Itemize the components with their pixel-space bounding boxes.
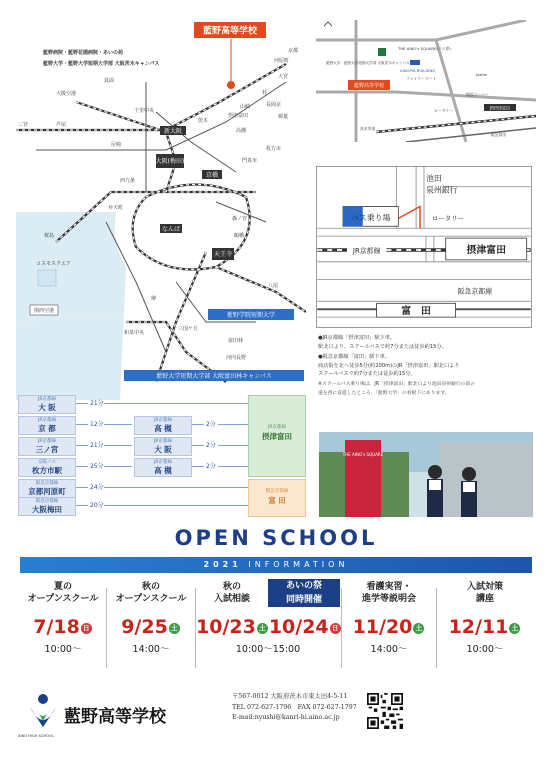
travel-minutes: 20分 (90, 502, 104, 509)
weekday-badge: 土 (169, 623, 180, 634)
weekday-badge: 土 (257, 623, 268, 634)
route-line (76, 445, 88, 446)
event-date-value: 11/20 (352, 616, 413, 638)
event-time: 14:00〜 (370, 644, 408, 655)
from-umeda (18, 497, 76, 516)
travel-minutes: 12分 (90, 421, 104, 428)
note-bus (318, 381, 536, 398)
station-senri: 千里中央 (134, 108, 155, 114)
area-aino-building: AINOPIA BUILDING (400, 68, 436, 73)
event-date-value: 10/24 (268, 616, 329, 638)
access-time-table (18, 395, 306, 515)
station-yao: 八尾 (268, 283, 279, 289)
weekday-badge: 日 (81, 623, 92, 634)
email-link[interactable]: E-mail:nyushi@kanri-hi.aino.ac.jp (232, 714, 340, 721)
note-hankyu (318, 353, 536, 379)
festival-title-line: 同時開催 (268, 593, 340, 607)
station-kawaramachi: 河原町 (274, 58, 290, 64)
station-kawachinagano: 河内長野 (226, 355, 247, 361)
station-tsuruhashi: 鶴橋 (234, 233, 245, 239)
mid-osaka (134, 437, 192, 456)
route-line (104, 466, 132, 467)
route-line (218, 424, 248, 425)
area-settsutonda: JR摂津富田 (490, 105, 510, 111)
mid-takatsuki (134, 416, 192, 435)
area-school: 藍野高等学校 (353, 83, 385, 89)
event-title (342, 580, 436, 606)
station-mikunigaoka: 三国ケ丘 (178, 326, 199, 332)
bus-stop-label: バス乗り場 (350, 213, 391, 223)
route-line (192, 466, 204, 467)
school-photo (319, 432, 533, 517)
station-kuzuha: 樟葉 (278, 114, 289, 120)
event-title-row (196, 580, 340, 606)
travel-minutes: 25分 (90, 463, 104, 470)
from-line: JR京都線 (38, 397, 56, 402)
event-title (20, 580, 106, 606)
station-sakai: 堺 (151, 296, 157, 302)
note-text: 道を西に直進したところ、「藍野大学」の看板下にあります。 (318, 390, 450, 396)
station-kyobashi: 京橋 (205, 172, 219, 179)
note-text: ※スクールバス乗り場は、JR「摂津富田」駅北口より池田泉州銀行の前の (318, 381, 476, 387)
area-family: ファミリーマート (406, 76, 437, 81)
area-square: THE AINO's SQUARE(バス停) (398, 46, 451, 51)
area-route: 茨木市道 (360, 126, 376, 131)
route-line (218, 466, 248, 467)
event-title (196, 580, 268, 606)
tel-fax: TEL 072-627-1796 FAX 072-627-1797 (232, 703, 357, 711)
from-station: 枚方市駅 (32, 466, 62, 475)
note-text: スクールバスで約7分または徒歩約15分。 (318, 371, 416, 378)
mid-station: 高 槻 (154, 466, 172, 475)
note-text: 商店街を北へ徒歩5分(約200m)のJR「摂津富田」駅北口より (318, 362, 460, 369)
route-line (76, 424, 88, 425)
travel-minutes: 2分 (206, 463, 216, 470)
from-hirakata (18, 458, 76, 477)
event-title-line: オープンスクール (115, 594, 187, 604)
area-campus: 藍野大学・藍野大学短期大学部 大阪茨木キャンパス (326, 61, 410, 65)
station-amagasaki: 尼崎 (111, 142, 122, 148)
area-joshin: Joshin (476, 72, 488, 77)
dest-line: JR京都線 (268, 425, 286, 430)
route-line (104, 445, 132, 446)
station-ibaraki: 茨木 (198, 118, 209, 124)
logo-caption: AINO HIGH SCHOOL (18, 734, 54, 738)
area-map (316, 20, 536, 142)
travel-minutes: 2分 (206, 421, 216, 428)
travel-minutes: 2分 (206, 442, 216, 449)
event-date (342, 616, 436, 638)
event-time: 10:00〜15:00 (235, 644, 301, 655)
route-line (192, 445, 204, 446)
access-notes (318, 334, 536, 400)
dest-station: 富 田 (268, 496, 286, 505)
campus-bottom1: 藍野学院短期大学 (226, 312, 276, 319)
from-station: 大阪梅田 (32, 505, 62, 514)
station-sakurajima: 桜島 (44, 233, 55, 239)
tonda-label: 富 田 (401, 306, 431, 318)
note-text: ●阪急京都線「富田」駅下車。 (318, 354, 390, 361)
dest-tonda (248, 479, 306, 517)
station-kanku: 関西空港 (33, 308, 55, 314)
station-yamazaki: 山崎 (240, 104, 251, 110)
station-morinomiya: 森ノ宮 (232, 216, 248, 222)
qr-code-icon[interactable] (367, 693, 403, 729)
event-title-line: 進学等説明会 (361, 594, 416, 604)
info-band (20, 557, 532, 573)
station-takatsuki: 高槻 (236, 128, 247, 134)
mid-station: 高 槻 (154, 424, 172, 433)
station-kadoma: 門真市 (242, 158, 258, 164)
from-kawaramachi (18, 479, 76, 498)
area-rotary: ロータリー (434, 108, 453, 113)
open-school-title: OPEN SCHOOL (174, 526, 378, 550)
from-kyoto (18, 416, 76, 435)
weekday-badge: 土 (413, 623, 424, 634)
event-date-value: 10/23 (196, 616, 256, 638)
event-date (196, 616, 340, 638)
station-omiya: 大宮 (278, 74, 289, 80)
bank-line1: 池田 (425, 173, 442, 183)
school-name: 藍野高等学校 (64, 707, 166, 727)
area-tonda: 阪急富田 (491, 132, 507, 137)
walk-route (398, 207, 420, 229)
route-map (16, 22, 306, 400)
school-badge: 藍野高等学校 (202, 26, 258, 37)
station-hirakata: 枚方市 (266, 146, 282, 152)
route-line (192, 424, 204, 425)
event-title-line: 秋の (141, 582, 160, 592)
travel-minutes: 21分 (90, 400, 104, 407)
event-title-line: 入試相談 (213, 594, 250, 604)
weekday-badge: 土 (509, 623, 520, 634)
rotary-label: ロータリー (431, 214, 464, 223)
station-ashiya: 芦屋 (56, 122, 67, 128)
event-title (437, 580, 533, 606)
station-nishikujo: 西九条 (120, 178, 136, 184)
dest-station: 摂津富田 (262, 432, 292, 441)
route-line (76, 505, 88, 506)
dest-settsutonda (248, 395, 306, 477)
event-date-value: 7/18 (33, 616, 80, 638)
from-line: JR京都線 (38, 439, 56, 444)
from-station: 京都河原町 (28, 487, 66, 496)
mid-line: JR京都線 (154, 460, 172, 465)
mid-takatsuki-2 (134, 458, 192, 477)
route-line (76, 403, 88, 404)
jr-line-label: JR京都線 (352, 246, 381, 255)
campus-top-line1: 藍野病院・藍野花園病院・あいの苑 (43, 50, 124, 56)
from-line: JR京都線 (38, 418, 56, 423)
route-line (76, 466, 88, 467)
station-izumi: 和泉中央 (124, 330, 145, 336)
station-minoh: 箕面 (104, 78, 115, 84)
festival-title-line: あいの祭 (268, 579, 340, 593)
event-time: 14:00〜 (132, 644, 170, 655)
event-title (107, 580, 195, 606)
info-year: 2021 (203, 560, 242, 569)
station-map (316, 166, 532, 328)
event-time: 10:00〜 (44, 644, 82, 655)
route-line (104, 424, 132, 425)
route-line (104, 487, 248, 488)
school-logo-icon (26, 693, 60, 733)
route-line (76, 487, 88, 488)
dest-line: 阪急京都線 (265, 489, 289, 494)
area-bank: 関西スーパー (466, 92, 489, 97)
event-title-line: 看護実習・ (366, 582, 412, 592)
station-nagaokakyo: 長岡京 (266, 102, 282, 108)
note-text: ●JR京都線「摂津富田」駅下車。 (318, 335, 396, 341)
sign-text: THE AINO's SQUARE (342, 452, 384, 457)
from-sannomiya (18, 437, 76, 456)
event-title-line: 講座 (475, 594, 494, 604)
address: 〒567-0012 大阪府茨木市東太田4-5-11 (232, 693, 348, 700)
route-line (104, 403, 248, 404)
station-tennoji: 天王寺 (213, 251, 233, 258)
mid-line: JR京都線 (154, 439, 172, 444)
event-title-line: 夏の (53, 582, 72, 592)
weekday-badge: 日 (330, 623, 341, 634)
event-date (20, 616, 106, 638)
hankyu-line-label: 阪急京都線 (457, 287, 493, 296)
event-date-value: 9/25 (121, 616, 168, 638)
event-date-value: 12/11 (448, 616, 509, 638)
station-settsutonda: 摂津富田 (228, 113, 249, 119)
mid-line: JR京都線 (154, 418, 172, 423)
route-line (104, 505, 248, 506)
event-date (437, 616, 533, 638)
north-arrow-icon (324, 22, 332, 26)
event-autumn-open-school (107, 580, 195, 680)
station-umeda: 大阪(梅田) (155, 158, 185, 165)
festival-title (268, 580, 340, 606)
from-line: 阪急京都線 (35, 499, 59, 504)
bank-line2: 泉州銀行 (425, 185, 458, 195)
contact-info (232, 692, 357, 724)
note-text: 駅北口より、スクールバスで約7分または徒歩約15分。 (318, 343, 447, 350)
station-namba: なんば (161, 226, 181, 233)
event-date (107, 616, 195, 638)
station-katsura: 桂 (262, 90, 268, 96)
travel-minutes: 21分 (90, 442, 104, 449)
note-jr (318, 334, 536, 351)
event-time: 10:00〜 (466, 644, 504, 655)
info-band-label: INFORMATION (248, 560, 349, 569)
station-tondabayashi: 富田林 (228, 338, 244, 344)
station-cosmo: コスモスクエア (36, 261, 71, 267)
from-line: 阪急京都線 (35, 481, 59, 486)
from-line: 京阪バス (38, 460, 56, 465)
from-station: 大 阪 (38, 403, 56, 412)
station-osaka-airport: 大阪空港 (56, 91, 77, 97)
travel-minutes: 24分 (90, 484, 104, 491)
event-exam-course (437, 580, 533, 680)
station-kyoto: 京都 (288, 48, 299, 54)
from-station: 京 都 (38, 424, 56, 433)
event-summer-open-school (20, 580, 106, 680)
event-title-line: 入試対策 (466, 582, 503, 592)
settsutonda-label: 摂津富田 (466, 244, 506, 256)
event-title-line: オープンスクール (27, 594, 99, 604)
from-osaka (18, 395, 76, 414)
event-autumn-consultation (196, 580, 340, 680)
campus-bottom2: 藍野大学短期大学部 大阪富田林キャンパス (156, 373, 272, 380)
mid-station: 大 阪 (154, 445, 172, 454)
event-title-line: 秋の (222, 582, 241, 592)
route-line (218, 445, 248, 446)
station-shinosaka: 新大阪 (163, 128, 183, 135)
campus-top-line2: 藍野大学・藍野大学短期大学部 大阪茨木キャンパス (43, 61, 160, 67)
station-sannomiya: 三宮 (18, 122, 29, 128)
station-bentencho: 弁天町 (108, 205, 124, 211)
event-nursing-briefing (342, 580, 436, 680)
from-station: 三ノ宮 (35, 445, 59, 454)
